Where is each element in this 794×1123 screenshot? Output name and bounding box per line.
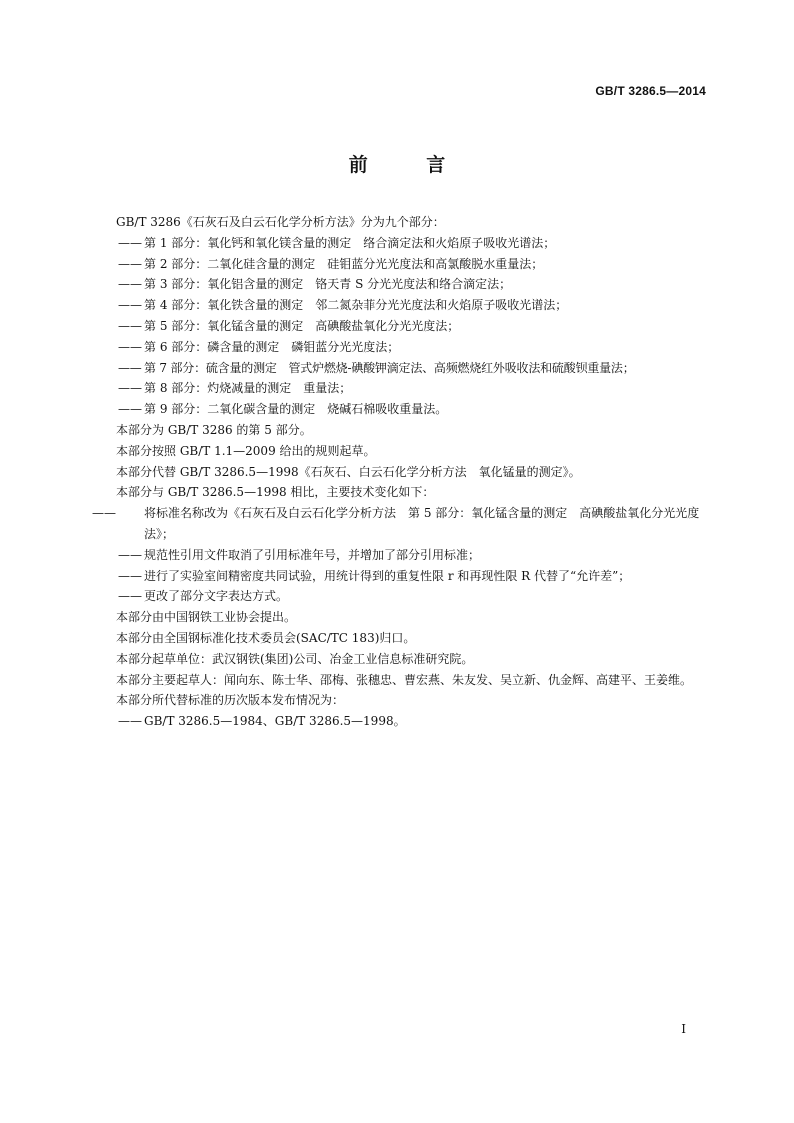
page-title: 前 言 <box>348 154 472 176</box>
change-item <box>90 503 710 545</box>
page-number: I <box>681 1022 686 1036</box>
part-text: 第 2 部分：二氧化硅含量的测定 硅钼蓝分光光度法和高氯酸脱水重量法； <box>144 256 544 271</box>
dash: —— <box>118 256 142 271</box>
change-item <box>90 566 710 587</box>
dash: —— <box>118 589 142 604</box>
statement-part-number: 本部分为 GB/T 3286 的第 5 部分。 <box>116 422 312 437</box>
part-item <box>90 316 710 337</box>
part-text: 第 6 部分：磷含量的测定 磷钼蓝分光光度法； <box>144 339 400 354</box>
part-item <box>90 358 710 379</box>
change-item <box>90 586 710 607</box>
change-item <box>90 545 710 566</box>
dash: —— <box>118 235 142 250</box>
main-drafters: 本部分主要起草人：闻向东、陈士华、邵梅、张穗忠、曹宏燕、朱友发、吴立新、仇金辉、高建平、王姜维。 <box>116 672 693 687</box>
part-item <box>90 399 710 420</box>
part-text: 第 7 部分：硫含量的测定 管式炉燃烧-碘酸钾滴定法、高频燃烧红外吸收法和硫酸钡重量法； <box>144 360 635 375</box>
part-item <box>90 233 710 254</box>
dash: —— <box>118 547 142 562</box>
part-item <box>90 274 710 295</box>
part-text: 第 9 部分：二氧化碳含量的测定 烧碱石棉吸收重量法。 <box>144 402 448 417</box>
standard-code: GB/T 3286.5—2014 <box>595 84 706 98</box>
managed-by: 本部分由全国钢标准化技术委员会(SAC/TC 183)归口。 <box>116 630 416 645</box>
part-item <box>90 254 710 275</box>
statement-changes-intro: 本部分与 GB/T 3286.5—1998 相比，主要技术变化如下： <box>116 485 435 500</box>
dash: —— <box>118 277 142 292</box>
change-text: 更改了部分文字表达方式。 <box>144 589 289 604</box>
part-text: 第 8 部分：灼烧减量的测定 重量法； <box>144 381 352 396</box>
change-text: 规范性引用文件取消了引用标准年号，并增加了部分引用标准； <box>144 547 481 562</box>
dash: —— <box>118 360 142 375</box>
dash: —— <box>118 339 142 354</box>
part-item <box>90 378 710 399</box>
history-intro: 本部分所代替标准的历次版本发布情况为： <box>116 693 345 708</box>
dash: —— <box>118 381 142 396</box>
dash: —— <box>118 298 142 313</box>
dash: —— <box>118 402 142 417</box>
part-item <box>90 295 710 316</box>
dash: —— <box>92 506 116 521</box>
part-text: 第 3 部分：氧化铝含量的测定 铬天青 S 分光光度法和络合滴定法； <box>144 277 512 292</box>
part-text: 第 4 部分：氧化铁含量的测定 邻二氮杂菲分光光度法和火焰原子吸收光谱法； <box>144 298 568 313</box>
change-text: 进行了实验室间精密度共同试验，用统计得到的重复性限 r 和再现性限 R 代替了“允许差”； <box>144 568 631 583</box>
part-text: 第 1 部分：氧化钙和氧化镁含量的测定 络合滴定法和火焰原子吸收光谱法； <box>144 235 556 250</box>
history-item <box>90 711 710 732</box>
drafting-units: 本部分起草单位：武汉钢铁(集团)公司、冶金工业信息标准研究院。 <box>116 651 474 666</box>
history-text: GB/T 3286.5—1984、GB/T 3286.5—1998。 <box>144 714 406 729</box>
intro-paragraph: GB/T 3286《石灰石及白云石化学分析方法》分为九个部分： <box>116 215 445 229</box>
dash: —— <box>118 714 142 729</box>
dash: —— <box>118 568 142 583</box>
part-item <box>90 337 710 358</box>
change-text: 将标准名称改为《石灰石及白云石化学分析方法 第 5 部分：氧化锰含量的测定 高碘酸盐氧化分光光度法》； <box>144 506 700 541</box>
statement-replaces: 本部分代替 GB/T 3286.5—1998《石灰石、白云石化学分析方法 氧化锰量的测定》。 <box>116 464 581 479</box>
dash: —— <box>118 318 142 333</box>
part-text: 第 5 部分：氧化锰含量的测定 高碘酸盐氧化分光光度法； <box>144 318 460 333</box>
proposed-by: 本部分由中国钢铁工业协会提出。 <box>116 610 297 625</box>
foreword-body <box>90 212 710 732</box>
statement-drafting-rules: 本部分按照 GB/T 1.1—2009 给出的规则起草。 <box>116 443 376 458</box>
